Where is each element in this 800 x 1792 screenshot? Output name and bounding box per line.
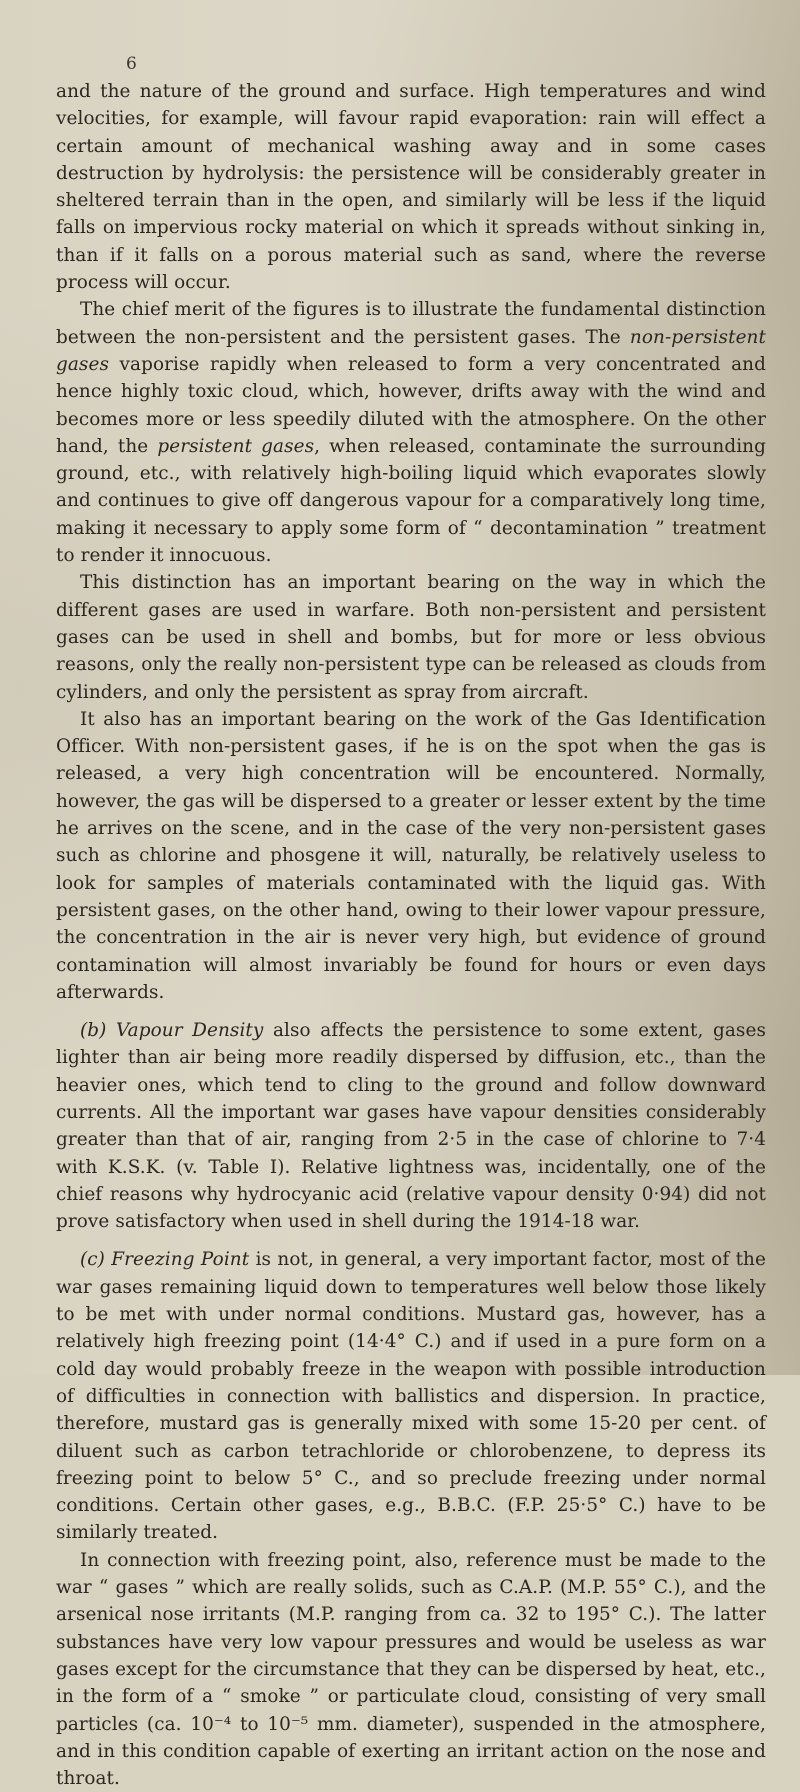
paragraph-2-part-3: , when released, contaminate the surrounding ground, etc., with relatively high-boiling liquid which evaporates slowly and continues to give off dangerous vapour for a comparatively long time, making it necessary to apply some form of “ decontamination ” treatment to render it innocuous. [56,435,766,567]
paragraph-6-text: is not, in general, a very important factor, most of the war gases remaining liquid down to temperatures well below those likely to be met with under normal conditions. Mustard gas, however, has a relatively high freezing point (14·4° C.) and if used in a pure form on a cold day would probably freeze in the weapon with possible introduction of difficulties in connection with ballistics and dispersion. In practice, therefore, mustard gas is generally mixed with some 15-20 per cent. of diluent such as carbon tetrachloride or chlorobenzene, to depress its freezing point to below 5° C., and so preclude freezing under normal conditions. Certain other gases, e.g., B.B.C. (F.P. 25·5° C.) have to be similarly treated. [56,1249,766,1544]
heading-vapour-density: (b) Vapour Density [80,1020,264,1042]
paragraph-2-part-2: vaporise rapidly when released to form a very concentrated and hence highly toxic cloud, which, however, drifts away with the wind and becomes more or less speedily diluted with the atmosphere. On the other hand, the [56,353,766,457]
heading-freezing-point: (c) Freezing Point [80,1249,250,1271]
term-persistent-gases: persistent gases [157,435,315,457]
page-number: 6 [126,54,137,74]
paragraph-4: It also has an important bearing on the work of the Gas Identification Officer. With non-persistent gases, if he is on the spot when the gas is released, a very high concentration will be encountered. Normally, however, the gas will be dispersed to a greater or lesser extent by the time he arrives on the scene, and in the case of the very non-persistent gases such as chlorine and phosgene it will, naturally, be relatively useless to look for samples of materials contaminated with the liquid gas. With persistent gases, on the other hand, owing to their lower vapour pressure, the concentration in the air is never very high, but evidence of ground contamination will almost invariably be found for hours or even days afterwards. [56,708,766,1003]
paragraph-6 [56,1246,766,1546]
body-text [56,78,766,1792]
paragraph-5 [56,1017,766,1235]
paragraph-2-part-1: The chief merit of the figures is to illustrate the fundamental distinction between the non-persistent and the persistent gases. The [56,299,766,348]
paragraph-2 [56,296,766,569]
paragraph-1: and the nature of the ground and surface. High temperatures and wind velocities, for example, will favour rapid evaporation: rain will effect a certain amount of mechanical washing away and in some cases destruction by hydrolysis: the persistence will be considerably greater in sheltered terrain than in the open, and similarly will be less if the liquid falls on impervious rocky material on which it spreads without sinking in, than if it falls on a porous material such as sand, where the reverse process will occur. [56,81,766,294]
term-non-persistent-gases: non-persistent gases [56,326,766,375]
paragraph-7: In connection with freezing point, also, reference must be made to the war “ gases ” which are really solids, such as C.A.P. (M.P. 55° C.), and the arsenical nose irritants (M.P. ranging from ca. 32 to 195° C.). The latter substances have very low vapour pressures and would be useless as war gases except for the circumstance that they can be dispersed by heat, etc., in the form of a “ smoke ” or particulate cloud, consisting of very small particles (ca. 10⁻⁴ to 10⁻⁵ mm. diameter), suspended in the atmosphere, and in this condition capable of exerting an irritant action on the nose and throat. [56,1549,766,1790]
paragraph-5-text: also affects the persistence to some extent, gases lighter than air being more readily dispersed by diffusion, etc., than the heavier ones, which tend to cling to the ground and follow downward currents. All the important war gases have vapour densities considerably greater than that of air, ranging from 2·5 in the case of chlorine to 7·4 with K.S.K. (v. Table I). Relative lightness was, incidentally, one of the chief reasons why hydrocyanic acid (relative vapour density 0·94) did not prove satisfactory when used in shell during the 1914-18 war. [56,1020,766,1233]
paragraph-3: This distinction has an important bearing on the way in which the different gases are used in warfare. Both non-persistent and persistent gases can be used in shell and bombs, but for more or less obvious reasons, only the really non-persistent type can be released as clouds from cylinders, and only the persistent as spray from aircraft. [56,572,766,703]
